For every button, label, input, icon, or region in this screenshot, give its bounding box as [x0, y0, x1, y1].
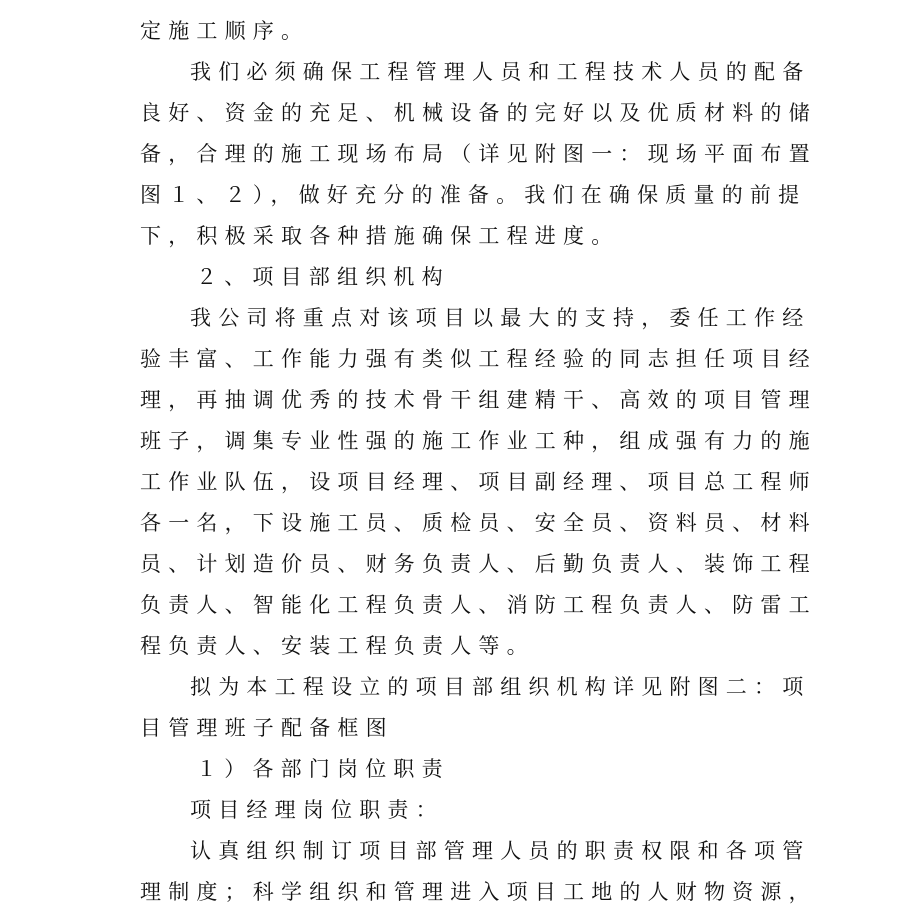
text-line-9: 验丰富、工作能力强有类似工程经验的同志担任项目经 [140, 347, 817, 371]
text-line-18: 目管理班子配备框图 [140, 716, 394, 740]
text-line-15: 负责人、智能化工程负责人、消防工程负责人、防雷工 [140, 593, 817, 617]
text-line-4: 备，合理的施工现场布局（详见附图一：现场平面布置 [140, 142, 817, 166]
text-line-1: 定施工顺序。 [140, 19, 310, 43]
text-line-13: 各一名，下设施工员、质检员、安全员、资料员、材料 [140, 511, 817, 535]
text-line-21: 认真组织制订项目部管理人员的职责权限和各项管 [190, 839, 811, 863]
text-line-3: 良好、资金的充足、机械设备的完好以及优质材料的储 [140, 101, 817, 125]
text-line-2: 我们必须确保工程管理人员和工程技术人员的配备 [190, 60, 811, 84]
text-line-16: 程负责人、安装工程负责人等。 [140, 634, 535, 658]
text-line-6: 下，积极采取各种措施确保工程进度。 [140, 224, 620, 248]
text-line-22: 理制度；科学组织和管理进入项目工地的人财物资源， [140, 880, 817, 904]
text-line-12: 工作业队伍，设项目经理、项目副经理、项目总工程师 [140, 470, 817, 494]
subheading-pm-duties: 项目经理岗位职责： [190, 798, 444, 822]
section-heading-project-org: ２、项目部组织机构 [196, 265, 450, 289]
section-heading-dept-duties: １）各部门岗位职责 [196, 757, 450, 781]
text-line-14: 员、计划造价员、财务负责人、后勤负责人、装饰工程 [140, 552, 817, 576]
text-line-5: 图１、２），做好充分的准备。我们在确保质量的前提 [140, 183, 807, 207]
text-line-10: 理，再抽调优秀的技术骨干组建精干、高效的项目管理 [140, 388, 817, 412]
text-line-8: 我公司将重点对该项目以最大的支持，委任工作经 [190, 306, 811, 330]
text-line-11: 班子，调集专业性强的施工作业工种，组成强有力的施 [140, 429, 817, 453]
text-line-17: 拟为本工程设立的项目部组织机构详见附图二：项 [190, 675, 811, 699]
